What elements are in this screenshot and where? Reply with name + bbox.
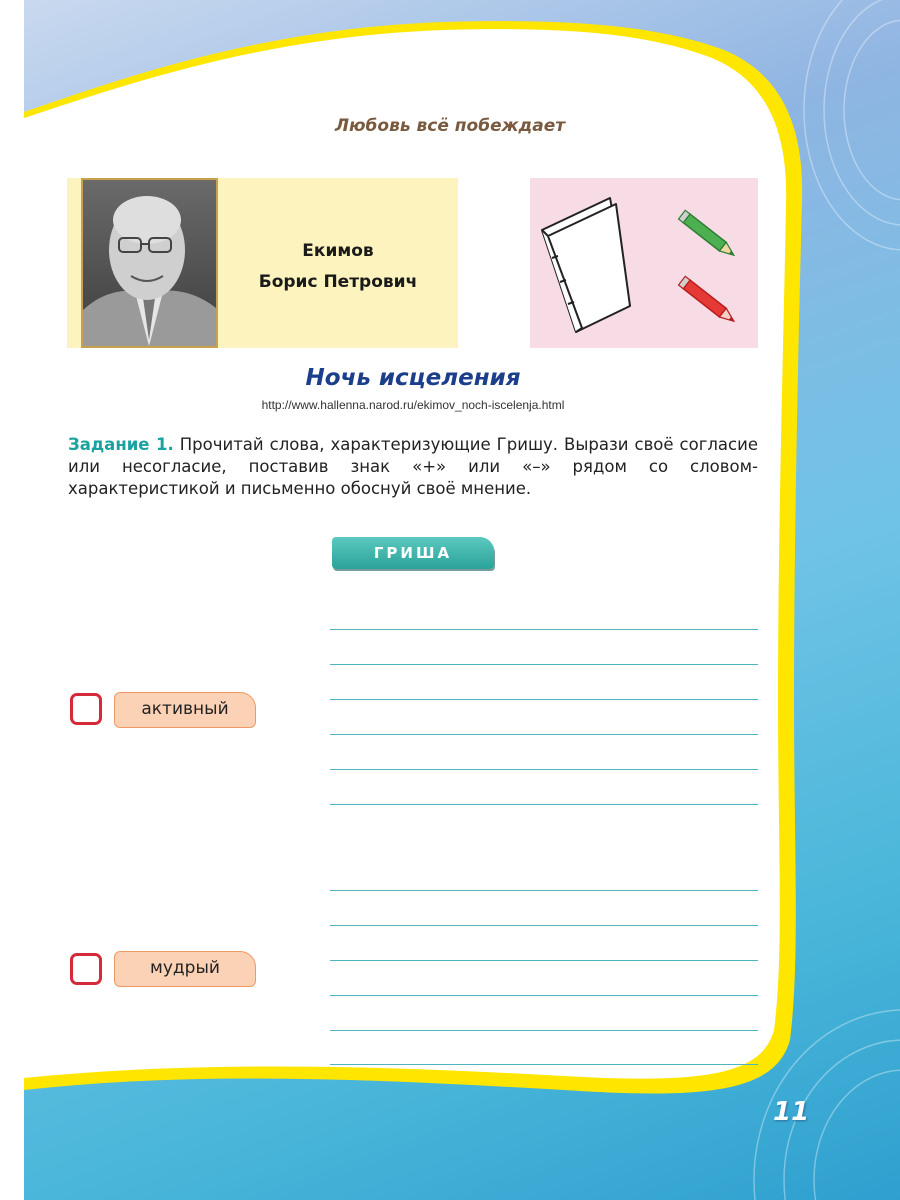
page-number: 11	[773, 1097, 810, 1127]
book-icon	[542, 198, 630, 332]
section-title: Любовь всё побеждает	[334, 116, 566, 136]
answer-line[interactable]	[330, 804, 758, 805]
story-url: http://www.hallenna.narod.ru/ekimov_noch-iscelenja.html	[261, 398, 565, 412]
task-text: Прочитай слова, характеризующие Гришу. Вырази своё согласие или несогласие, поставив знак «+» или «–» рядом со словом-характеристикой и письменно обоснуй своё мнение.	[68, 435, 758, 498]
answer-line[interactable]	[330, 995, 758, 996]
trait-checkbox-wise[interactable]	[70, 953, 102, 985]
answer-line[interactable]	[330, 890, 758, 891]
trait-pill-wise: мудрый	[114, 951, 256, 987]
page-margin	[0, 0, 24, 1200]
author-portrait	[81, 178, 218, 348]
author-full-name: Борис Петрович	[258, 272, 418, 292]
task-instruction	[68, 434, 758, 500]
answer-line[interactable]	[330, 925, 758, 926]
illustration-panel	[530, 178, 758, 348]
green-pencil-icon	[678, 210, 737, 259]
answer-line[interactable]	[330, 1064, 758, 1065]
answer-line[interactable]	[330, 960, 758, 961]
answer-line[interactable]	[330, 734, 758, 735]
author-name	[218, 236, 458, 298]
answer-line[interactable]	[330, 699, 758, 700]
red-pencil-icon	[678, 276, 737, 325]
trait-checkbox-active[interactable]	[70, 693, 102, 725]
answer-line[interactable]	[330, 769, 758, 770]
author-last-name: Екимов	[302, 241, 374, 261]
trait-pill-active: активный	[114, 692, 256, 728]
answer-line[interactable]	[330, 1030, 758, 1031]
task-label: Задание 1.	[68, 435, 174, 454]
answer-line[interactable]	[330, 629, 758, 630]
story-title: Ночь исцеления	[305, 365, 521, 391]
grisha-tab: ГРИША	[332, 537, 494, 569]
answer-line[interactable]	[330, 664, 758, 665]
